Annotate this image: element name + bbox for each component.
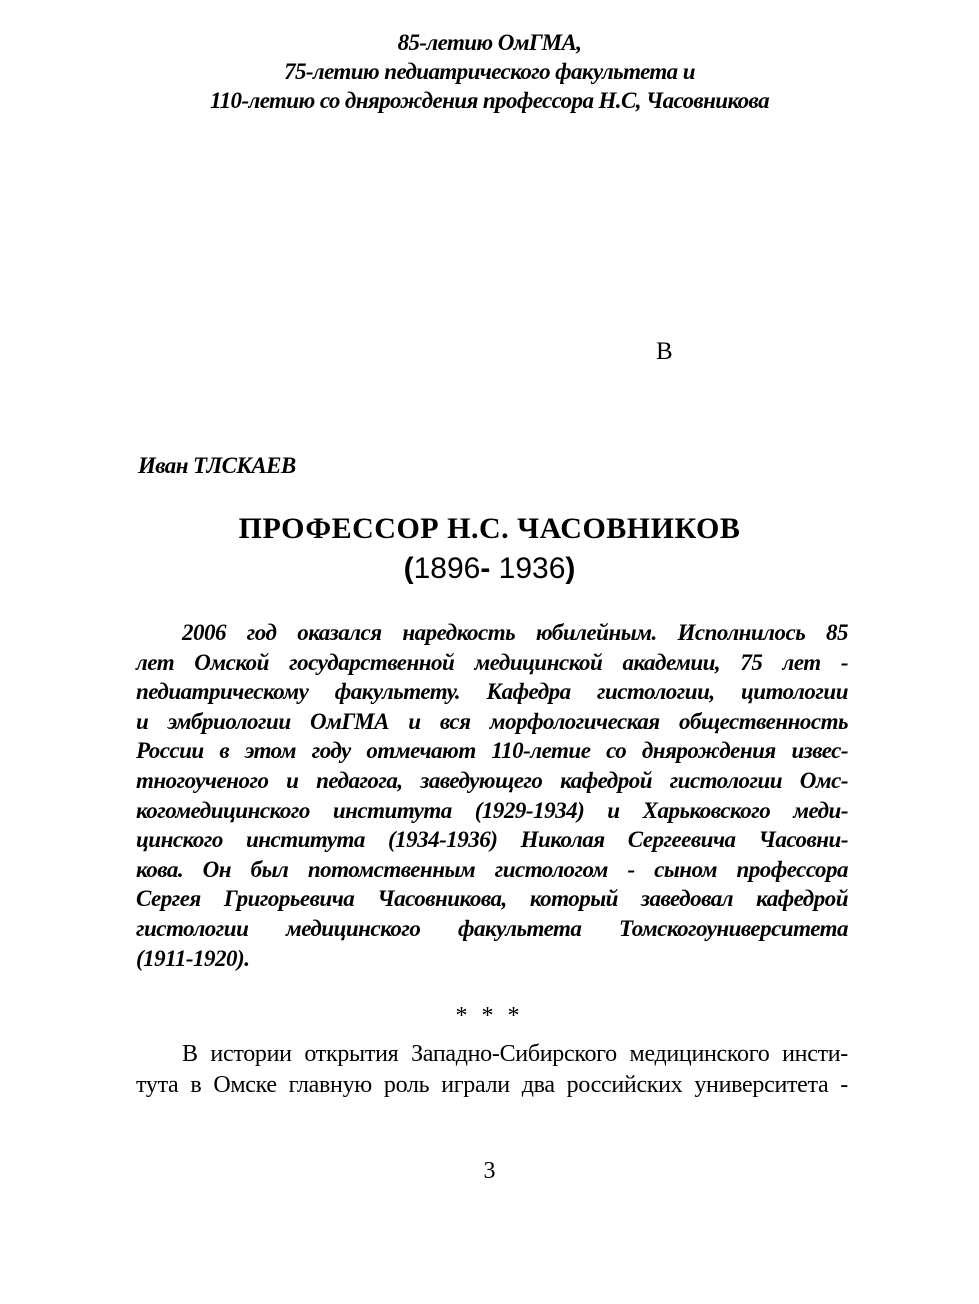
body-line: тута в Омске главную роль играли два российских университета - — [136, 1072, 848, 1098]
abstract-paragraph — [136, 618, 848, 973]
abstract-line: и эмбриологии ОмГМА и вся морфологическая общественность — [136, 708, 848, 734]
life-dates — [0, 552, 979, 586]
dedication-block — [0, 28, 979, 115]
dedication-line: 75-летию педиатрического факультета и — [284, 59, 695, 84]
page-number: 3 — [483, 1158, 496, 1184]
abstract-line: гистологии медицинского факультета Томскогоуниверситета — [136, 915, 848, 941]
dates-end: 1936 — [498, 552, 566, 585]
section-separator: * * * — [455, 1003, 524, 1029]
abstract-line: 2006 год оказался наредкость юбилейным. Исполнилось 85 — [182, 620, 848, 645]
abstract-line: тногоученого и педагога, заведующего кафедрой гистологии Омс- — [136, 767, 848, 793]
abstract-line: Сергея Григорьевича Часовникова, который заведовал кафедрой — [136, 886, 848, 912]
author-name: Иван ТЛСКАЕВ — [138, 453, 296, 478]
abstract-line: России в этом году отмечают 110-летие со днярождения извес- — [136, 738, 848, 764]
article-title: ПРОФЕССОР Н.С. ЧАСОВНИКОВ — [238, 512, 741, 545]
dedication-line: 85-летию ОмГМА, — [397, 30, 582, 55]
abstract-line: (1911-1920). — [136, 945, 250, 971]
body-paragraph — [136, 1039, 848, 1101]
abstract-line: цинского института (1934-1936) Николая Сергеевича Часовни- — [136, 827, 848, 853]
dates-close-paren: ) — [565, 552, 576, 585]
dates-dash: - — [480, 552, 491, 585]
abstract-line: когомедицинского института (1929-1934) и Харьковского меди- — [136, 797, 848, 823]
stray-letter: В — [656, 338, 673, 365]
abstract-line: педиатрическому факультету. Кафедра гистологии, цитологии — [136, 679, 848, 705]
abstract-line: кова. Он был потомственным гистологом - сыном профессора — [136, 856, 848, 882]
dedication-line: 110-летию со днярождения профессора Н.С, Часовникова — [210, 88, 769, 113]
dates-open-paren: ( — [403, 552, 414, 585]
dates-start: 1896 — [413, 552, 481, 585]
abstract-line: лет Омской государственной медицинской академии, 75 лет - — [136, 649, 848, 675]
body-line: В истории открытия Западно-Сибирского медицинского инсти- — [182, 1041, 848, 1067]
